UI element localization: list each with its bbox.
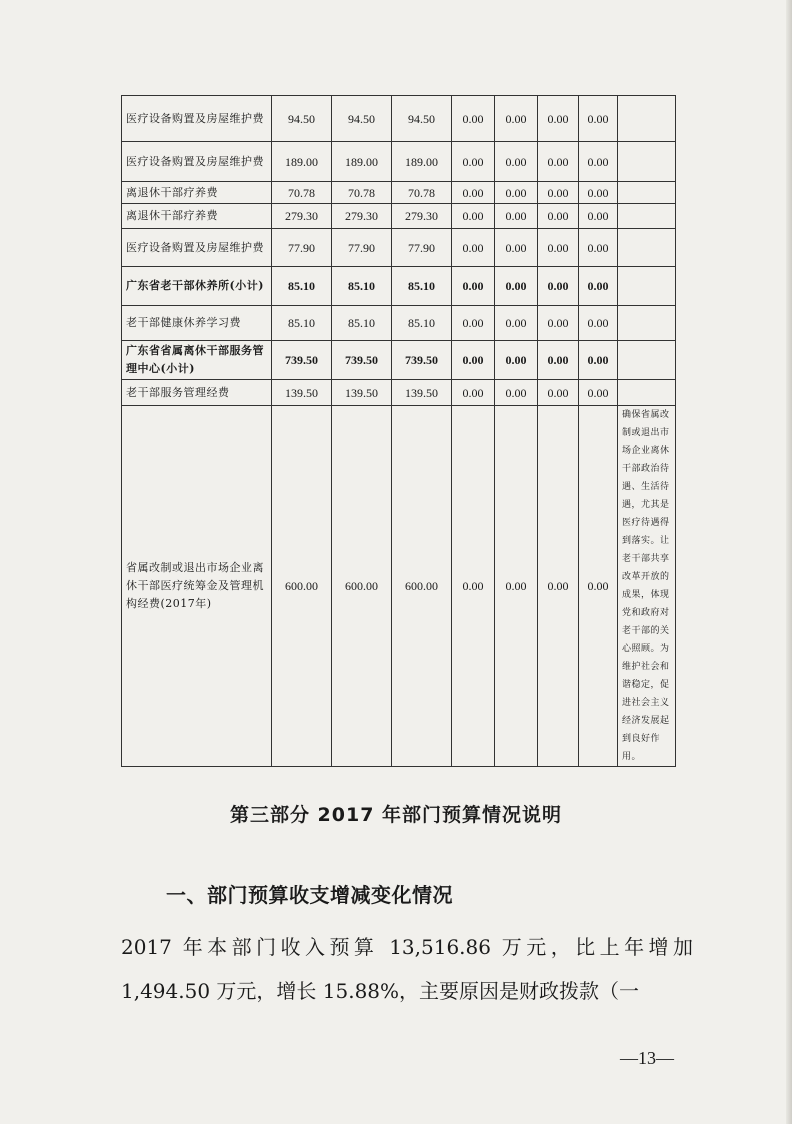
value-cell: 0.00	[495, 182, 538, 204]
budget-table	[121, 95, 676, 767]
value-cell: 70.78	[332, 182, 392, 204]
value-cell: 77.90	[272, 229, 332, 267]
value-cell: 279.30	[392, 204, 452, 229]
note-cell	[618, 229, 676, 267]
value-cell: 0.00	[452, 406, 495, 767]
value-cell: 0.00	[579, 341, 618, 380]
value-cell: 0.00	[452, 204, 495, 229]
project-name: 老干部健康休养学习费	[122, 306, 272, 341]
value-cell: 739.50	[272, 341, 332, 380]
table-row	[122, 229, 676, 267]
value-cell: 0.00	[538, 341, 579, 380]
project-name: 广东省老干部休养所(小计)	[122, 267, 272, 306]
note-cell	[618, 306, 676, 341]
note-cell	[618, 142, 676, 182]
scan-edge	[786, 0, 792, 1124]
value-cell: 0.00	[452, 229, 495, 267]
value-cell: 0.00	[452, 96, 495, 142]
value-cell: 0.00	[495, 229, 538, 267]
project-name: 医疗设备购置及房屋维护费	[122, 96, 272, 142]
value-cell: 0.00	[538, 267, 579, 306]
table-row	[122, 380, 676, 406]
value-cell: 0.00	[452, 341, 495, 380]
value-cell: 85.10	[272, 306, 332, 341]
value-cell: 0.00	[579, 306, 618, 341]
value-cell: 0.00	[579, 96, 618, 142]
value-cell: 0.00	[538, 406, 579, 767]
value-cell: 0.00	[538, 204, 579, 229]
value-cell: 0.00	[579, 229, 618, 267]
value-cell: 94.50	[332, 96, 392, 142]
subtotal-row	[122, 341, 676, 380]
note-cell	[618, 96, 676, 142]
subtotal-row	[122, 267, 676, 306]
value-cell: 0.00	[495, 96, 538, 142]
value-cell: 0.00	[538, 380, 579, 406]
project-name: 广东省省属离休干部服务管理中心(小计)	[122, 341, 272, 380]
value-cell: 189.00	[272, 142, 332, 182]
value-cell: 0.00	[579, 142, 618, 182]
project-name: 医疗设备购置及房屋维护费	[122, 142, 272, 182]
value-cell: 0.00	[538, 229, 579, 267]
value-cell: 77.90	[332, 229, 392, 267]
table-row	[122, 182, 676, 204]
value-cell: 739.50	[332, 341, 392, 380]
value-cell: 85.10	[392, 306, 452, 341]
value-cell: 0.00	[538, 96, 579, 142]
value-cell: 189.00	[332, 142, 392, 182]
value-cell: 85.10	[272, 267, 332, 306]
value-cell: 94.50	[272, 96, 332, 142]
note-cell	[618, 204, 676, 229]
value-cell: 0.00	[452, 267, 495, 306]
project-name: 离退休干部疗养费	[122, 182, 272, 204]
value-cell: 139.50	[332, 380, 392, 406]
value-cell: 0.00	[538, 182, 579, 204]
table-row	[122, 306, 676, 341]
value-cell: 0.00	[452, 306, 495, 341]
value-cell: 0.00	[538, 306, 579, 341]
value-cell: 0.00	[452, 142, 495, 182]
value-cell: 600.00	[272, 406, 332, 767]
value-cell: 0.00	[495, 204, 538, 229]
value-cell: 0.00	[579, 380, 618, 406]
value-cell: 279.30	[332, 204, 392, 229]
page-number: —13—	[620, 1048, 674, 1068]
value-cell: 0.00	[495, 380, 538, 406]
table-row	[122, 204, 676, 229]
value-cell: 0.00	[452, 182, 495, 204]
note-cell	[618, 182, 676, 204]
value-cell: 0.00	[579, 204, 618, 229]
note-cell	[618, 341, 676, 380]
value-cell: 0.00	[495, 306, 538, 341]
value-cell: 70.78	[392, 182, 452, 204]
value-cell: 0.00	[495, 267, 538, 306]
table-row	[122, 96, 676, 142]
value-cell: 279.30	[272, 204, 332, 229]
value-cell: 0.00	[495, 406, 538, 767]
table-row	[122, 406, 676, 767]
value-cell: 189.00	[392, 142, 452, 182]
project-name: 医疗设备购置及房屋维护费	[122, 229, 272, 267]
value-cell: 0.00	[579, 406, 618, 767]
value-cell: 85.10	[332, 306, 392, 341]
value-cell: 77.90	[392, 229, 452, 267]
value-cell: 0.00	[495, 142, 538, 182]
value-cell: 139.50	[392, 380, 452, 406]
value-cell: 85.10	[332, 267, 392, 306]
section-title: 第三部分 2017 年部门预算情况说明	[229, 804, 563, 826]
project-name: 省属改制或退出市场企业离休干部医疗统筹金及管理机构经费(2017年)	[122, 406, 272, 767]
value-cell: 0.00	[579, 182, 618, 204]
value-cell: 70.78	[272, 182, 332, 204]
value-cell: 0.00	[538, 142, 579, 182]
project-name: 老干部服务管理经费	[122, 380, 272, 406]
heading: 一、部门预算收支增减变化情况	[166, 883, 453, 907]
value-cell: 0.00	[579, 267, 618, 306]
value-cell: 600.00	[392, 406, 452, 767]
project-name: 离退休干部疗养费	[122, 204, 272, 229]
value-cell: 0.00	[495, 341, 538, 380]
note-cell: 确保省属改制或退出市场企业离休干部政治待遇、生活待遇，尤其是医疗待遇得到落实。让老干部共享改革开放的成果，体现党和政府对老干部的关心照顾。为维护社会和谐稳定，促进社会主义经济发展起到良好作用。	[618, 406, 676, 767]
value-cell: 94.50	[392, 96, 452, 142]
value-cell: 600.00	[332, 406, 392, 767]
value-cell: 85.10	[392, 267, 452, 306]
value-cell: 139.50	[272, 380, 332, 406]
value-cell: 739.50	[392, 341, 452, 380]
value-cell: 0.00	[452, 380, 495, 406]
note-cell	[618, 267, 676, 306]
table-row	[122, 142, 676, 182]
note-cell	[618, 380, 676, 406]
paragraph: 2017 年本部门收入预算 13,516.86 万元，比上年增加 1,494.50 万元，增长 15.88%，主要原因是财政拨款（一	[121, 935, 693, 1003]
